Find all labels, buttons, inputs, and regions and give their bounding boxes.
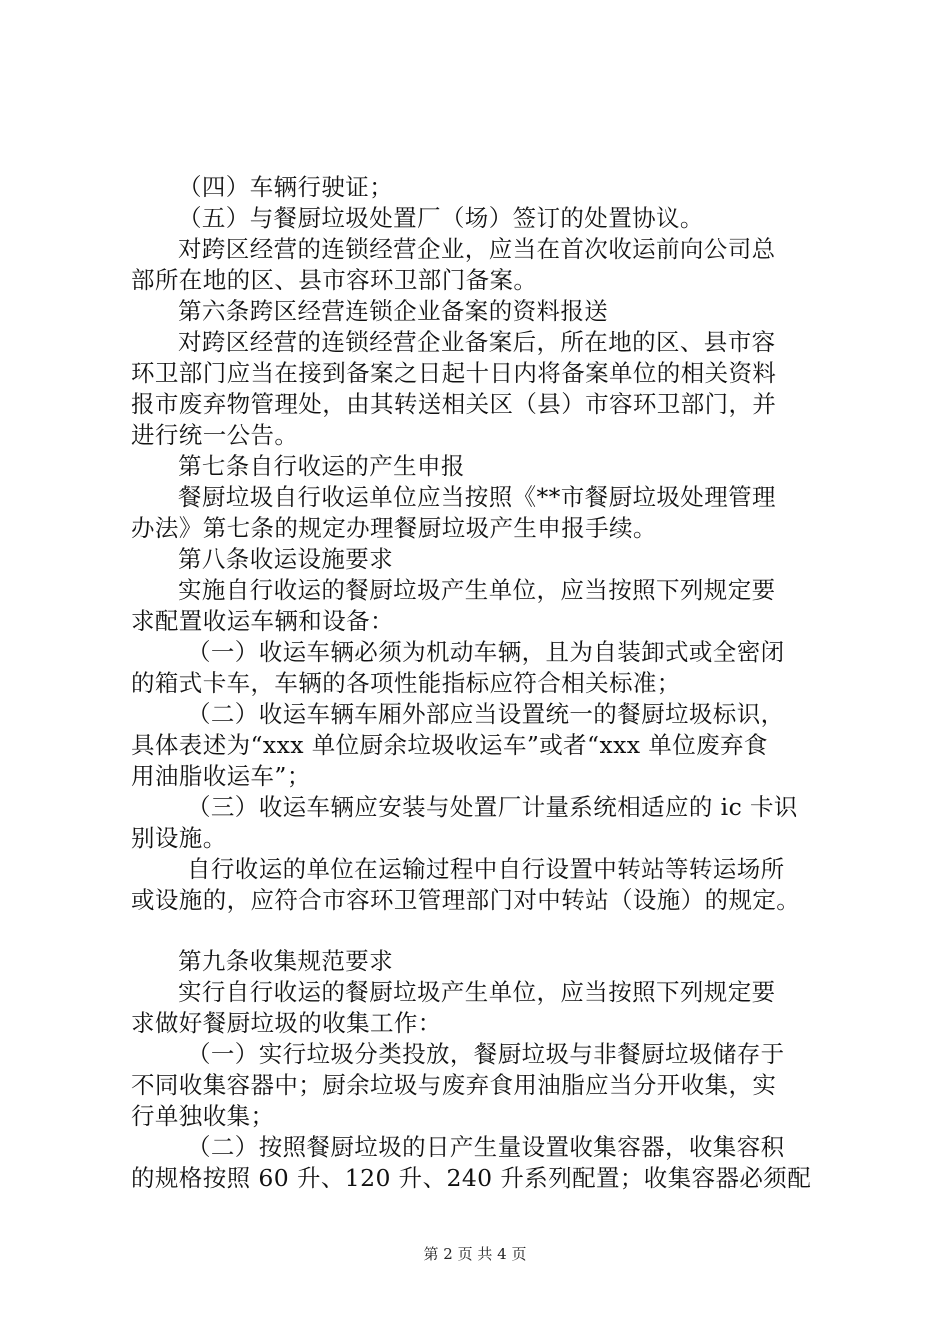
text-line: 的箱式卡车，车辆的各项性能指标应符合相关标准； [131,669,681,697]
text-line: 报市废弃物管理处，由其转送相关区（县）市容环卫部门，并 [131,390,777,418]
text-line: 求配置收运车辆和设备： [131,607,394,635]
text-line: 对跨区经营的连锁经营企业，应当在首次收运前向公司总 [178,235,776,263]
text-line: （二）收运车辆车厢外部应当设置统一的餐厨垃圾标识， [187,700,785,728]
text-line: 实施自行收运的餐厨垃圾产生单位，应当按照下列规定要 [178,576,776,604]
text-line: 对跨区经营的连锁经营企业备案后，所在地的区、县市容 [178,328,776,356]
document-body [131,172,835,1194]
page-number-footer: 第 2 页 共 4 页 [423,1245,527,1263]
text-line: 办法》第七条的规定办理餐厨垃圾产生申报手续。 [131,514,657,542]
text-line: 具体表述为“xxx 单位厨余垃圾收运车”或者“xxx 单位废弃食 [131,731,768,759]
text-line: 实行自行收运的餐厨垃圾产生单位，应当按照下列规定要 [178,978,776,1006]
text-line: （二）按照餐厨垃圾的日产生量设置收集容器，收集容积 [187,1133,785,1161]
text-line: （四）车辆行驶证； [178,173,394,201]
text-line: （一）收运车辆必须为机动车辆，且为自装卸式或全密闭 [187,638,785,666]
text-line: 求做好餐厨垃圾的收集工作： [131,1009,442,1037]
text-line: （五）与餐厨垃圾处置厂（场）签订的处置协议。 [178,204,704,232]
text-line: 餐厨垃圾自行收运单位应当按照《**市餐厨垃圾处理管理 [178,483,776,511]
text-line: 第七条自行收运的产生申报 [178,452,465,480]
text-line: 第九条收集规范要求 [178,947,394,975]
text-line: 第六条跨区经营连锁企业备案的资料报送 [178,297,609,325]
text-line: 别设施。 [131,824,227,852]
text-line: 行单独收集； [131,1102,275,1130]
text-line: 第八条收运设施要求 [178,545,394,573]
text-line: 部所在地的区、县市容环卫部门备案。 [131,266,538,294]
text-line: 环卫部门应当在接到备案之日起十日内将备案单位的相关资料 [131,359,777,387]
text-line: 或设施的，应符合市容环卫管理部门对中转站（设施）的规定。 [131,886,801,914]
text-line: 进行统一公告。 [131,421,299,449]
text-line: （三）收运车辆应安装与处置厂计量系统相适应的 ic 卡识 [187,793,798,821]
text-line: （一）实行垃圾分类投放，餐厨垃圾与非餐厨垃圾储存于 [187,1040,785,1068]
paragraph-gap [131,916,835,946]
text-line: 用油脂收运车”； [131,762,311,790]
text-line: 的规格按照 60 升、120 升、240 升系列配置；收集容器必须配 [131,1164,812,1192]
text-line: 不同收集容器中；厨余垃圾与废弃食用油脂应当分开收集，实 [131,1071,777,1099]
text-line: 自行收运的单位在运输过程中自行设置中转站等转运场所 [187,855,785,883]
